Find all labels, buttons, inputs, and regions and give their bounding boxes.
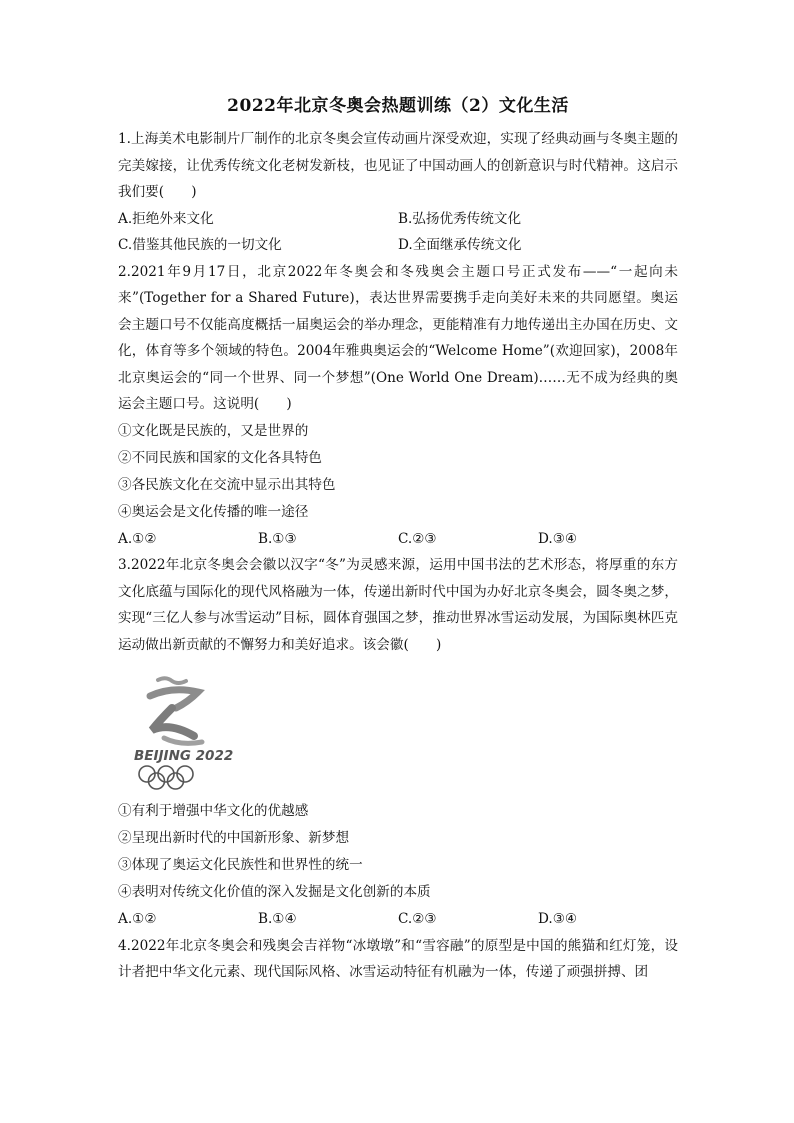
option-b: B.①③: [258, 530, 297, 547]
option-a: A.①②: [118, 911, 157, 927]
question-4-stem: 4.2022年北京冬奥会和残奥会吉祥物“冰墩墩”和“雪容融”的原型是中国的熊猫和红灯笼，设计者把中华文化元素、现代国际风格、冰雪运动特征有机融为一体，传递了顽强拼搏、团: [118, 937, 678, 980]
statement-1: ①文化既是民族的，又是世界的: [118, 422, 309, 439]
question-1: [118, 126, 678, 259]
emblem-graphic: [132, 672, 234, 790]
statement-1: ①有利于增强中华文化的优越感: [118, 803, 309, 819]
question-3-stem: 3.2022年北京冬奥会会徽以汉字“冬”为灵感来源，运用中国书法的艺术形态，将厚重的东方文化底蕴与国际化的现代风格融为一体，传递出新时代中国为办好北京冬奥会，圆冬奥之梦，实现“三亿人参与冰雪运动”目标，圆体育强国之梦，推动世界冰雪运动发展，为国际奥林匹克运动做出新贡献的不懈努力和美好追求。该会徽( ): [118, 557, 678, 653]
beijing-2022-emblem: [132, 672, 234, 790]
option-c: C.借鉴其他民族的一切文化: [118, 237, 282, 253]
option-c: C.②③: [398, 911, 437, 927]
option-a: A.拒绝外来文化: [118, 210, 214, 227]
option-d: D.全面继承传统文化: [398, 237, 522, 253]
question-2: [118, 259, 678, 553]
option-d: D.③④: [538, 530, 578, 547]
statement-2: ②呈现出新时代的中国新形象、新梦想: [118, 830, 350, 846]
statement-3: ③体现了奥运文化民族性和世界性的统一: [118, 857, 363, 873]
statement-4: ④表明对传统文化价值的深入发掘是文化创新的本质: [118, 884, 431, 900]
question-3-options: [118, 906, 678, 933]
statement-4: ④奥运会是文化传播的唯一途径: [118, 503, 309, 520]
option-c: C.②③: [398, 530, 437, 547]
option-a: A.①②: [118, 530, 157, 547]
option-d: D.③④: [538, 911, 578, 927]
question-2-options: [118, 526, 678, 553]
question-2-stem: 2.2021年9月17日，北京2022年冬奥会和冬残奥会主题口号正式发布——“一起向未来”(Together for a Shared Future)，表达世界需要携手走向美好未来的共同愿望。奥运会主题口号不仅能高度概括一届奥运会的举办理念，更能精准有力地传递出主办国在历史、文化，体育等多个领域的特色。2004年雅典奥运会的“Welcome Home”(欢迎回家)，2008年北京奥运会的“同一个世界、同一个梦想”(One World One Dream)……无不成为经典的奥运会主题口号。这说明( ): [118, 263, 678, 412]
page-title: 2022年北京冬奥会热题训练（2）文化生活: [227, 96, 569, 116]
emblem-wordmark: BEIJING 2022: [134, 748, 234, 764]
question-1-stem: 1.上海美术电影制片厂制作的北京冬奥会宣传动画片深受欢迎，实现了经典动画与冬奥主题的完美嫁接，让优秀传统文化老树发新枝，也见证了中国动画人的创新意识与时代精神。这启示我们要( ): [118, 131, 678, 200]
document-page: [118, 94, 678, 986]
option-b: B.弘扬优秀传统文化: [398, 210, 522, 227]
question-4: [118, 933, 678, 986]
question-1-options: [118, 206, 678, 259]
statement-2: ②不同民族和国家的文化各具特色: [118, 449, 322, 466]
statement-3: ③各民族文化在交流中显示出其特色: [118, 476, 336, 493]
question-3: [118, 552, 678, 933]
option-b: B.①④: [258, 911, 297, 927]
